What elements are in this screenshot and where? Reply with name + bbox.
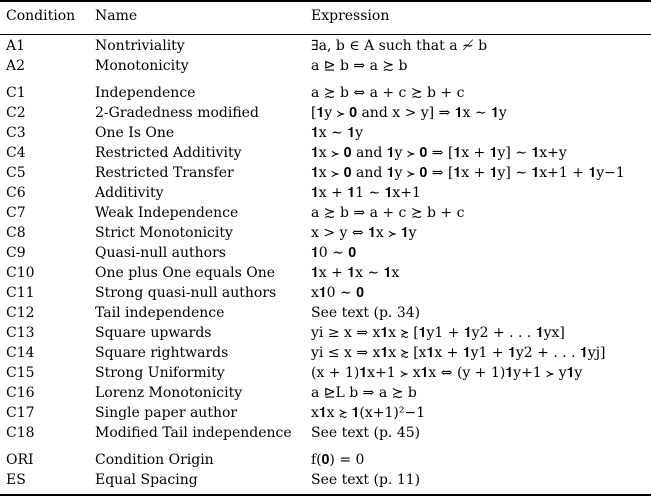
row-expression: x𝟏x ≿ 𝟏(x+1)²−1 (311, 405, 426, 421)
row-expression: x > y ⇔ 𝟏x ≻ 𝟏y (311, 225, 417, 241)
row-condition: C3 (6, 125, 26, 141)
row-condition: C18 (6, 425, 35, 441)
row-expression: a ⊵ b ⇒ a ≿ b (311, 58, 408, 74)
row-name: One Is One (95, 125, 175, 141)
row-name: Tail independence (95, 305, 225, 321)
row-condition: C16 (6, 385, 35, 401)
row-expression: a ≿ b ⇔ a + c ≿ b + c (311, 85, 465, 101)
table-row (0, 56, 651, 76)
table-row (0, 103, 651, 123)
table-row (0, 303, 651, 323)
row-condition: ES (6, 472, 26, 488)
row-expression: a ⊵L b ⇒ a ≿ b (311, 385, 417, 401)
table-row (0, 83, 651, 103)
row-expression: f(𝟎) = 0 (311, 452, 365, 468)
table-row (0, 203, 651, 223)
header-name: Name (95, 8, 138, 24)
row-name: Condition Origin (95, 452, 214, 468)
header-expression: Expression (311, 8, 390, 24)
row-condition: C11 (6, 285, 35, 301)
row-condition: ORI (6, 452, 34, 468)
row-condition: C7 (6, 205, 26, 221)
row-expression: 𝟏x + 𝟏1 ∼ 𝟏x+1 (311, 185, 421, 201)
row-expression: yi ≥ x ⇒ x𝟏x ≿ [𝟏y1 + 𝟏y2 + . . . 𝟏yx] (311, 325, 565, 341)
table-row (0, 123, 651, 143)
table-row (0, 263, 651, 283)
header-condition: Condition (6, 8, 76, 24)
row-condition: C4 (6, 145, 26, 161)
row-condition: C2 (6, 105, 26, 121)
row-condition: C10 (6, 265, 35, 281)
table-row (0, 163, 651, 183)
row-name: Nontriviality (95, 38, 185, 54)
table-row (0, 143, 651, 163)
row-name: Square rightwards (95, 345, 229, 361)
row-name: One plus One equals One (95, 265, 276, 281)
row-expression: x𝟏0 ∼ 𝟎 (311, 285, 365, 301)
table-row (0, 450, 651, 470)
row-expression: (x + 1)𝟏x+1 ≻ x𝟏x ⇔ (y + 1)𝟏y+1 ≻ y𝟏y (311, 365, 583, 381)
row-condition: C17 (6, 405, 35, 421)
table-row (0, 470, 651, 490)
row-name: Lorenz Monotonicity (95, 385, 243, 401)
row-condition: C6 (6, 185, 26, 201)
row-condition: C13 (6, 325, 35, 341)
row-name: Additivity (95, 185, 164, 201)
row-condition: C14 (6, 345, 35, 361)
table-row (0, 243, 651, 263)
table-row (0, 383, 651, 403)
row-condition: C1 (6, 85, 26, 101)
row-name: Single paper author (95, 405, 238, 421)
row-name: Modified Tail independence (95, 425, 292, 441)
row-condition: C8 (6, 225, 26, 241)
row-name: Equal Spacing (95, 472, 198, 488)
table-row (0, 223, 651, 243)
row-name: Monotonicity (95, 58, 189, 74)
table-row (0, 343, 651, 363)
row-expression: ∃a, b ∈ A such that a ≁ b (311, 38, 488, 54)
row-expression: See text (p. 45) (311, 425, 421, 441)
row-name: Quasi-null authors (95, 245, 226, 261)
row-expression: yi ≤ x ⇒ x𝟏x ≿ [x𝟏x + 𝟏y1 + 𝟏y2 + . . . 𝟏yj] (311, 345, 606, 361)
row-expression: 𝟏x ≻ 𝟎 and 𝟏y ≻ 𝟎 ⇒ [𝟏x + 𝟏y] ∼ 𝟏x+y (311, 145, 567, 161)
table-header (0, 6, 651, 26)
row-condition: C15 (6, 365, 35, 381)
top-rule (0, 0, 651, 2)
row-expression: a ≿ b ⇒ a + c ≿ b + c (311, 205, 465, 221)
table-row (0, 423, 651, 443)
row-expression: 𝟏x ∼ 𝟏y (311, 125, 364, 141)
row-name: Strict Monotonicity (95, 225, 233, 241)
row-name: Square upwards (95, 325, 212, 341)
row-condition: A2 (6, 58, 26, 74)
row-expression: See text (p. 34) (311, 305, 421, 321)
row-condition: A1 (6, 38, 26, 54)
row-name: Strong quasi-null authors (95, 285, 277, 301)
row-expression: [𝟏y ≻ 𝟎 and x > y] ⇒ 𝟏x ∼ 𝟏y (311, 105, 507, 121)
row-expression: See text (p. 11) (311, 472, 421, 488)
row-expression: 𝟏x + 𝟏x ∼ 𝟏x (311, 265, 400, 281)
table-row (0, 36, 651, 56)
row-name: Independence (95, 85, 196, 101)
table-row (0, 323, 651, 343)
row-name: 2-Gradedness modified (95, 105, 259, 121)
row-condition: C5 (6, 165, 26, 181)
row-name: Restricted Additivity (95, 145, 242, 161)
row-name: Strong Uniformity (95, 365, 225, 381)
row-condition: C12 (6, 305, 35, 321)
row-expression: 𝟏x ≻ 𝟎 and 𝟏y ≻ 𝟎 ⇒ [𝟏x + 𝟏y] ∼ 𝟏x+1 + 𝟏y−1 (311, 165, 625, 181)
row-expression: 𝟏0 ∼ 𝟎 (311, 245, 357, 261)
table-row (0, 183, 651, 203)
row-name: Weak Independence (95, 205, 239, 221)
table-row (0, 363, 651, 383)
header-rule (0, 34, 651, 35)
bottom-rule (0, 494, 651, 496)
table-row (0, 283, 651, 303)
table-row (0, 403, 651, 423)
row-name: Restricted Transfer (95, 165, 234, 181)
row-condition: C9 (6, 245, 26, 261)
